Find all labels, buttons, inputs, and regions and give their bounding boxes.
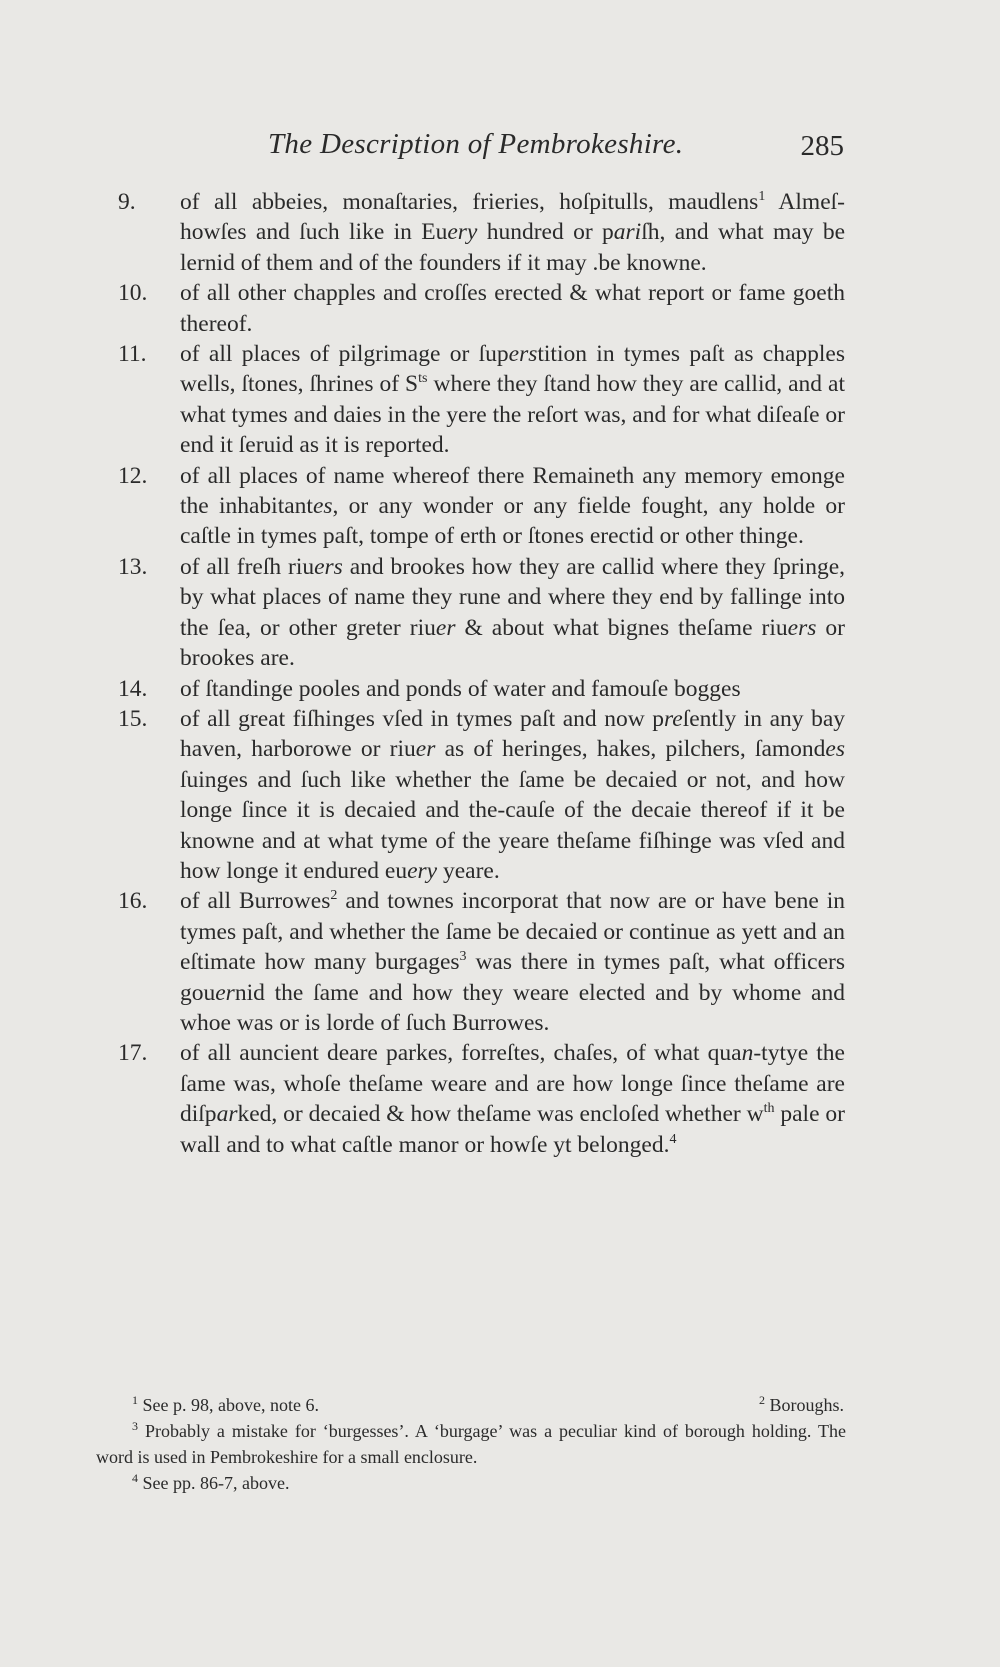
page-header: [268, 128, 844, 172]
item-number: 13.: [118, 553, 148, 580]
item-number: 14.: [118, 675, 148, 702]
text-run: Almeſ-howſes and ſuch like in Eu: [180, 189, 845, 246]
italic-expansion: ar: [216, 1101, 238, 1128]
footnote-text: See pp. 86-7, above.: [142, 1473, 290, 1493]
running-title: The Description of Pembrokeshire.: [268, 128, 684, 160]
text-run: was there in tymes paſt, what officers gou: [180, 949, 845, 1006]
list-item: [118, 461, 845, 552]
footnote-3: [96, 1418, 846, 1470]
text-run: ſh, and what may be lernid of them and of the founders if it may .be knowne.: [180, 219, 845, 276]
item-number: 17.: [118, 1040, 148, 1067]
item-text: [180, 187, 845, 278]
text-run: of all Burrowes: [180, 888, 331, 915]
italic-expansion: n: [741, 1040, 754, 1067]
footnote-4: [96, 1470, 846, 1496]
text-run: -tytye the ſame was, whoſe theſame weare and are how longe ſince theſame are diſp: [180, 1040, 845, 1128]
footnote-mark: 3: [132, 1419, 138, 1433]
text-run: of all places of pilgrimage or ſup: [180, 341, 509, 368]
italic-expansion: ery: [447, 219, 478, 246]
text-run: where they ſtand how they are callid, and at what tymes and daies in the yere the reſort was, and for what diſeaſe or end it ſeruid as it is reported.: [180, 371, 846, 459]
list-item: [118, 187, 845, 278]
list-item: [118, 1038, 845, 1160]
page-number: 285: [800, 130, 844, 162]
item-text: [180, 461, 845, 552]
text-run: ſuinges and ſuch like whether the ſame be decaied or not, and how longe ſince it is decaied and the-cauſe of the decaie thereof if it be knowne and at what tyme of the yeare theſame fiſhinge was vſed and how longe it endured eu: [180, 766, 845, 884]
list-item: [118, 704, 845, 886]
list-item: [118, 886, 845, 1038]
text-run: ſently in any bay haven, harborowe or riu: [180, 705, 845, 763]
text-run: , or any wonder or any fielde fought, any holde or caſtle in tymes paſt, tompe of erth or ſtones erectid or other thinge.: [180, 493, 845, 550]
footnote-1: [132, 1392, 319, 1418]
item-text: [180, 339, 845, 461]
item-text: [180, 704, 845, 886]
footnote-reference: 2: [330, 888, 338, 904]
text-run: of all great fiſhinges vſed in tymes paſt and now p: [180, 705, 664, 732]
text-run: yeare.: [437, 857, 500, 884]
item-text: [180, 674, 845, 704]
footnote-reference: 3: [459, 949, 467, 965]
item-text: [180, 1038, 845, 1160]
footnote-text: See p. 98, above, note 6.: [142, 1395, 319, 1415]
footnote-reference: ts: [418, 371, 428, 387]
footnote-reference: 1: [758, 189, 766, 205]
text-run: as of heringes, hakes, pilchers, ſamond: [435, 736, 826, 763]
text-run: of ſtandinge pooles and ponds of water and famouſe bogges: [180, 675, 741, 702]
italic-expansion: es: [825, 736, 845, 763]
text-run: tition in tymes paſt as chapples wells, ſtones, ſhrines of S: [180, 341, 845, 398]
footnote-text: Boroughs.: [769, 1395, 844, 1415]
italic-expansion: er: [215, 979, 235, 1006]
italic-expansion: ers: [508, 341, 538, 368]
text-run: & about what bignes theſame riu: [455, 614, 788, 641]
footnote-2: [759, 1392, 844, 1418]
text-run: of all freſh riu: [180, 553, 315, 580]
item-number: 16.: [118, 888, 148, 915]
footnotes: [96, 1392, 846, 1496]
item-number: 10.: [118, 280, 148, 307]
list-item: [118, 674, 845, 704]
text-run: and brookes how they are callid where they ſpringe, by what places of name they rune and where they end by fallinge into the ſea, or other greter riu: [180, 553, 846, 641]
text-run: and townes incorporat that now are or have bene in tymes paſt, and whether the ſame be decaied or continue as yett and an eſtimate how many burgages: [180, 888, 845, 976]
footnote-mark: 2: [758, 1393, 765, 1407]
footnote-mark: 1: [132, 1393, 138, 1407]
text-run: of all other chapples and croſſes erected & what report or fame goeth thereof.: [180, 280, 845, 337]
italic-expansion: es: [312, 493, 333, 520]
item-number: 11.: [118, 341, 147, 368]
footnote-text: Probably a mistake for ‘burgesses’. A ‘burgage’ was a peculiar kind of borough holding. The word is used in Pembrokeshire for a small enclosure.: [96, 1421, 846, 1467]
item-text: [180, 278, 845, 339]
text-run: of all abbeies, monaſtaries, frieries, hoſpitulls, maudlens: [180, 189, 759, 215]
italic-expansion: re: [663, 705, 683, 732]
footnote-reference: th: [763, 1101, 775, 1117]
text-run: of all auncient deare parkes, forreſtes, chaſes, of what qua: [180, 1040, 742, 1067]
text-run: or brookes are.: [180, 614, 845, 672]
italic-expansion: ers: [314, 553, 343, 580]
italic-expansion: er: [435, 614, 456, 641]
list-item: [118, 278, 845, 339]
list-item: [118, 339, 845, 461]
item-text: [180, 886, 845, 1038]
text-run: ked, or decaied & how theſame was encloſed whether w: [237, 1101, 764, 1128]
italic-expansion: ery: [407, 857, 438, 884]
item-text: [180, 552, 845, 674]
item-number: 9.: [118, 189, 136, 215]
text-run: nid the ſame and how they weare elected and by whome and whoe was or is lorde of ſuch Burrowes.: [180, 979, 845, 1036]
list-item: [118, 552, 845, 674]
footnote-mark: 4: [132, 1471, 138, 1485]
footnote-row-1-2: [96, 1392, 846, 1418]
enumerated-list: [118, 187, 845, 1160]
text-run: pale or wall and to what caſtle manor or howſe yt belonged.: [180, 1101, 845, 1158]
item-number: 15.: [118, 705, 148, 732]
footnote-reference: 4: [669, 1131, 677, 1147]
item-number: 12.: [118, 462, 148, 489]
italic-expansion: ari: [613, 219, 642, 246]
italic-expansion: ers: [787, 614, 817, 641]
text-run: of all places of name whereof there Remaineth any memory emonge the inhabitant: [180, 462, 845, 520]
text-run: hundred or p: [477, 219, 614, 246]
italic-expansion: er: [415, 736, 436, 763]
